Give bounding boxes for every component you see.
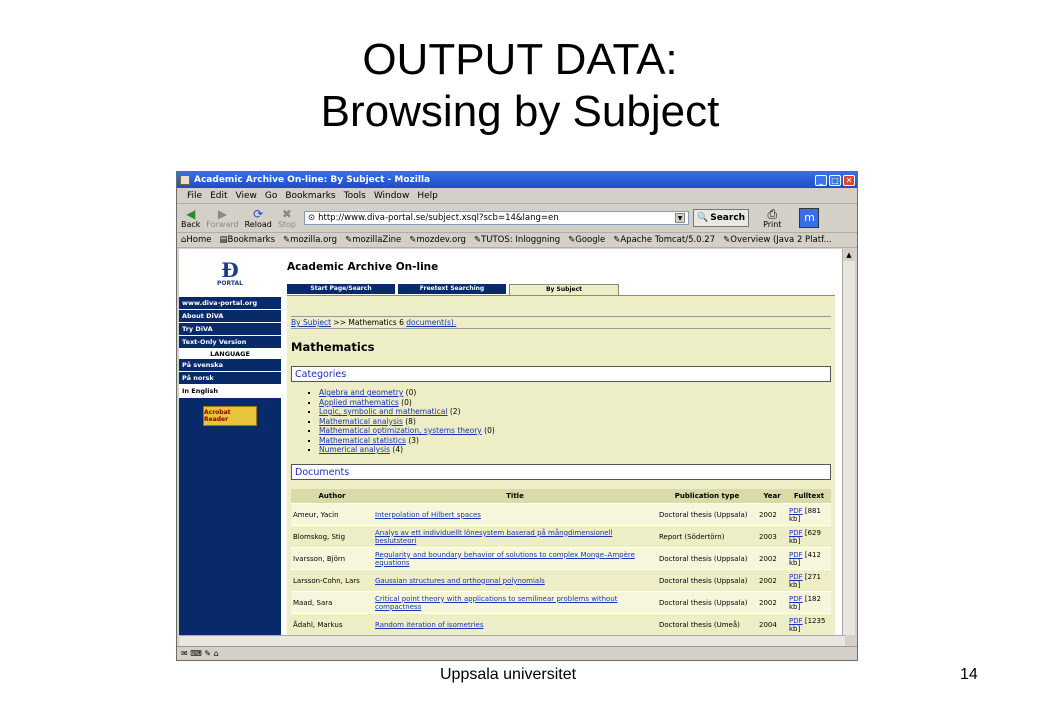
- url-text: http://www.diva-portal.se/subject.xsql?scb=14&lang=en: [318, 213, 559, 223]
- reload-label: Reload: [244, 219, 272, 229]
- col-author: Author: [291, 489, 373, 504]
- search-button[interactable]: [693, 209, 749, 227]
- page-icon: ⊙: [308, 213, 316, 223]
- menubar: [177, 188, 857, 204]
- window-title: Academic Archive On-line: By Subject - Mozilla: [194, 175, 431, 185]
- language-norwegian[interactable]: På norsk: [179, 372, 281, 385]
- bookmark-google[interactable]: ✎Google: [568, 235, 606, 245]
- search-icon: 🔍: [697, 213, 709, 223]
- forward-button[interactable]: [206, 208, 238, 229]
- language-swedish[interactable]: På svenska: [179, 359, 281, 372]
- slide-footer: Uppsala universitet: [440, 666, 577, 683]
- main-content: [281, 249, 837, 635]
- bookmark-mozilla-org[interactable]: ✎mozilla.org: [283, 235, 338, 245]
- back-arrow-icon: ◀: [186, 206, 196, 221]
- list-item: ▪ Logic, symbolic and mathematical (2): [319, 407, 495, 417]
- url-dropdown-icon[interactable]: ▼: [675, 213, 685, 223]
- back-label: Back: [181, 219, 201, 229]
- diva-logo[interactable]: [179, 249, 281, 297]
- back-button[interactable]: [181, 208, 200, 229]
- menu-tools[interactable]: Tools: [343, 190, 366, 201]
- table-row: Ådahl, Markus Random iteration of isometries Doctoral thesis (Umeå) 2004 PDF [1235 kb]: [291, 614, 831, 636]
- page-heading: Mathematics: [291, 340, 375, 354]
- tab-freetext[interactable]: Freetext Searching: [398, 284, 506, 294]
- list-item: ▪ Mathematical statistics (3): [319, 436, 495, 446]
- site-title: Academic Archive On-line: [287, 261, 439, 273]
- table-row: Ameur, Yacin Interpolation of Hilbert spaces Doctoral thesis (Uppsala) 2002 PDF [881 kb]: [291, 504, 831, 526]
- categories-header: Categories: [291, 366, 831, 382]
- minimize-button[interactable]: _: [815, 175, 827, 186]
- sidebar: [179, 249, 281, 635]
- menu-window[interactable]: Window: [373, 190, 410, 201]
- reload-icon: ⟳: [253, 206, 264, 221]
- bookmark-bookmarks[interactable]: ▤Bookmarks: [219, 235, 276, 245]
- bookmark-tutos[interactable]: ✎TUTOS: Inloggning: [473, 235, 561, 245]
- diva-logo-mark: Ð: [221, 257, 239, 282]
- slide-title-line1: OUTPUT DATA:: [362, 35, 678, 84]
- language-english[interactable]: In English: [179, 385, 281, 398]
- list-item: ▪ Mathematical optimization, systems theory (0): [319, 426, 495, 436]
- table-row: Maad, Sara Critical point theory with applications to semilinear problems without compactness Doctoral thesis (Uppsala) 2002 PDF [182 kb]: [291, 592, 831, 614]
- browser-window: [176, 171, 858, 661]
- sidebar-link-portal[interactable]: www.diva-portal.org: [179, 297, 281, 310]
- list-item: ▪ Numerical analysis (4): [319, 445, 495, 455]
- col-year: Year: [757, 489, 787, 504]
- breadcrumb-documents[interactable]: document(s).: [406, 318, 457, 327]
- menu-edit[interactable]: Edit: [210, 190, 228, 201]
- tab-by-subject[interactable]: By Subject: [509, 284, 619, 296]
- sidebar-link-about[interactable]: About DiVA: [179, 310, 281, 323]
- breadcrumb: [291, 316, 831, 329]
- slide-page-number: 14: [960, 666, 978, 683]
- acrobat-reader-badge[interactable]: Acrobat Reader: [203, 406, 257, 426]
- menu-help[interactable]: Help: [417, 190, 438, 201]
- list-item: ▪ Mathematical analysis (8): [319, 417, 495, 427]
- list-item: ▪ Algebra and geometry (0): [319, 388, 495, 398]
- status-bar: [177, 646, 858, 660]
- bookmark-home[interactable]: ⌂Home: [181, 235, 212, 245]
- forward-arrow-icon: ▶: [217, 206, 228, 221]
- stop-icon: ✖: [281, 206, 292, 221]
- menu-file[interactable]: File: [187, 190, 203, 201]
- col-fulltext: Fulltext: [787, 489, 831, 504]
- language-header: LANGUAGE: [179, 349, 281, 359]
- page-viewport: [179, 249, 845, 635]
- slide-title: [0, 34, 1040, 138]
- table-header-row: [291, 489, 831, 504]
- app-icon: [180, 175, 190, 185]
- col-publication-type: Publication type: [657, 489, 757, 504]
- reload-button[interactable]: [245, 208, 272, 229]
- logo-text: PORTAL: [217, 279, 243, 287]
- menu-bookmarks[interactable]: Bookmarks: [285, 190, 336, 201]
- categories-list: [311, 388, 495, 455]
- table-row: Larsson-Cohn, Lars Gaussian structures and orthogonal polynomials Doctoral thesis (Uppsala) 2002 PDF [271 kb]: [291, 570, 831, 592]
- status-icons: ✉ ⌨ ✎ ⌂: [181, 649, 219, 658]
- throbber-icon: m: [799, 208, 819, 228]
- bookmarks-toolbar: [177, 233, 857, 248]
- table-row: Blomskog, Stig Analys av ett individuellt lönesystem baserad på mångdimensionell beslutsteori Report (Södertörn) 2003 PDF [629 kb]: [291, 526, 831, 548]
- printer-icon: ⎙: [767, 206, 778, 221]
- slide-title-line2: Browsing by Subject: [320, 87, 720, 136]
- maximize-button[interactable]: □: [829, 175, 841, 186]
- col-title: Title: [373, 489, 657, 504]
- documents-table: [291, 489, 831, 635]
- stop-label: Stop: [277, 219, 296, 229]
- bookmark-mozdev[interactable]: ✎mozdev.org: [409, 235, 466, 245]
- menu-view[interactable]: View: [235, 190, 257, 201]
- sidebar-link-text-only[interactable]: Text-Only Version: [179, 336, 281, 349]
- window-titlebar: [177, 172, 857, 188]
- navigation-toolbar: [177, 204, 857, 233]
- bookmark-mozillazine[interactable]: ✎mozillaZine: [345, 235, 402, 245]
- print-button[interactable]: [763, 208, 781, 229]
- breadcrumb-mid: >> Mathematics 6: [333, 318, 404, 327]
- breadcrumb-by-subject[interactable]: By Subject: [291, 318, 332, 327]
- bookmark-tomcat[interactable]: ✎Apache Tomcat/5.0.27: [613, 235, 716, 245]
- stop-button[interactable]: [278, 208, 296, 229]
- search-label: Search: [710, 213, 746, 223]
- table-row: Ivarsson, Björn Regularity and boundary behavior of solutions to complex Monge–Ampère equations Doctoral thesis (Uppsala) 2002 PDF [412 kb]: [291, 548, 831, 570]
- documents-header: Documents: [291, 464, 831, 480]
- forward-label: Forward: [206, 219, 239, 229]
- scroll-up-icon[interactable]: ▲: [843, 249, 855, 261]
- url-input[interactable]: [304, 211, 689, 225]
- menu-go[interactable]: Go: [264, 190, 278, 201]
- tab-start-page[interactable]: Start Page/Search: [287, 284, 395, 294]
- vertical-scrollbar[interactable]: [842, 249, 855, 635]
- list-item: ▪ Applied mathematics (0): [319, 398, 495, 408]
- close-button[interactable]: ✕: [843, 175, 855, 186]
- content-panel: [287, 295, 835, 635]
- sidebar-link-try[interactable]: Try DiVA: [179, 323, 281, 336]
- bookmark-java-overview[interactable]: ✎Overview (Java 2 Platf...: [723, 235, 832, 245]
- print-label: Print: [763, 219, 782, 229]
